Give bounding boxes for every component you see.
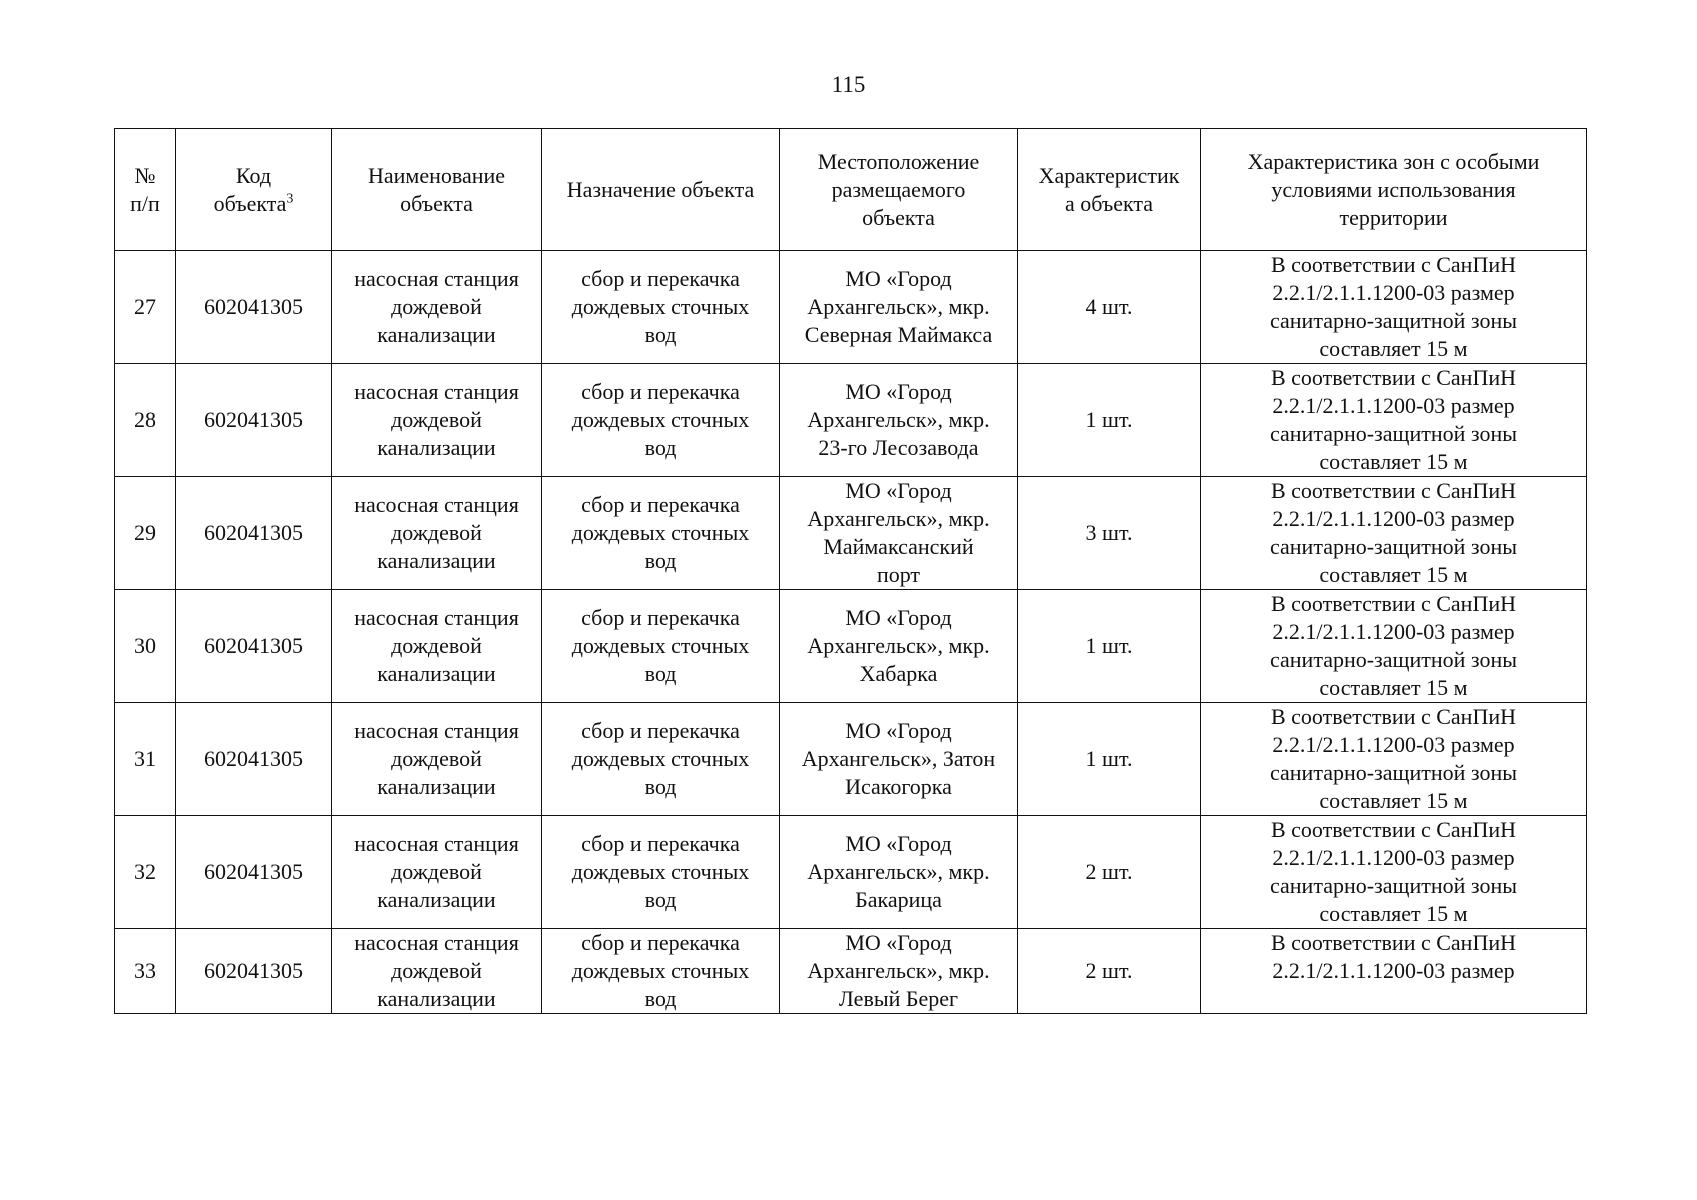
object-code: 602041305 <box>204 633 303 658</box>
object-location-line: Архангельск», мкр. <box>807 506 990 531</box>
cell-zone <box>1201 816 1587 929</box>
row-number: 33 <box>134 958 156 983</box>
object-location-line: МО «Город <box>845 266 952 291</box>
cell-purpose <box>542 703 780 816</box>
header-line: а объекта <box>1064 190 1154 216</box>
object-purpose-line: дождевых сточных <box>571 633 750 658</box>
object-name-line: канализации <box>377 661 496 686</box>
header-line-text: объекта <box>213 190 287 216</box>
object-characteristic: 2 шт. <box>1085 958 1133 983</box>
header-line <box>182 190 325 218</box>
zone-description-line: 2.2.1/2.1.1.1200-03 размер <box>1272 506 1515 531</box>
cell-number <box>115 590 176 703</box>
cell-code <box>176 364 332 477</box>
object-code: 602041305 <box>204 520 303 545</box>
zone-description-line: В соответствии с СанПиН <box>1270 704 1516 729</box>
cell-zone <box>1201 590 1587 703</box>
table-row <box>115 816 1587 929</box>
cell-characteristic <box>1018 929 1201 1014</box>
object-location-line: Левый Берег <box>838 986 959 1011</box>
cell-number <box>115 477 176 590</box>
cell-characteristic <box>1018 364 1201 477</box>
cell-name <box>332 477 542 590</box>
object-characteristic: 1 шт. <box>1085 746 1133 771</box>
header-line: Наименование <box>367 162 506 188</box>
row-number: 32 <box>134 859 156 884</box>
header-line: территории <box>1339 204 1448 230</box>
cell-name <box>332 251 542 364</box>
object-location-line: Исакогорка <box>845 774 952 799</box>
cell-name <box>332 929 542 1014</box>
object-purpose-line: сбор и перекачка <box>581 605 740 630</box>
table-header-row <box>115 129 1587 251</box>
zone-description-line: 2.2.1/2.1.1.1200-03 размер <box>1272 619 1515 644</box>
row-number: 29 <box>134 520 156 545</box>
zone-description-line: санитарно-защитной зоны <box>1269 647 1518 672</box>
object-name-line: канализации <box>377 548 496 573</box>
object-name-line: дождевой <box>391 859 482 884</box>
object-name-line: насосная станция <box>354 379 519 404</box>
header-line: объекта <box>862 204 935 230</box>
header-line: Назначение объекта <box>566 176 755 202</box>
cell-code <box>176 477 332 590</box>
object-name-line: дождевой <box>391 294 482 319</box>
cell-location <box>780 364 1018 477</box>
header-cell-number <box>115 129 176 251</box>
object-purpose-line: вод <box>644 661 677 686</box>
object-code: 602041305 <box>204 407 303 432</box>
cell-location <box>780 816 1018 929</box>
object-purpose-line: сбор и перекачка <box>581 379 740 404</box>
row-number: 27 <box>134 294 156 319</box>
cell-location <box>780 251 1018 364</box>
object-purpose-line: вод <box>644 986 677 1011</box>
footnote-marker: 3 <box>286 191 294 207</box>
object-location-line: Архангельск», мкр. <box>807 294 990 319</box>
row-number: 30 <box>134 633 156 658</box>
object-purpose-line: сбор и перекачка <box>581 266 740 291</box>
cell-code <box>176 929 332 1014</box>
header-line: размещаемого <box>831 176 966 202</box>
object-location-line: МО «Город <box>845 718 952 743</box>
cell-zone <box>1201 251 1587 364</box>
header-cell-purpose <box>542 129 780 251</box>
cell-number <box>115 364 176 477</box>
table-row <box>115 929 1587 1014</box>
cell-zone <box>1201 477 1587 590</box>
object-purpose-line: дождевых сточных <box>571 859 750 884</box>
zone-description-line: санитарно-защитной зоны <box>1269 760 1518 785</box>
header-line: Код <box>235 162 272 188</box>
object-name-line: канализации <box>377 322 496 347</box>
cell-name <box>332 364 542 477</box>
object-code: 602041305 <box>204 859 303 884</box>
object-location-line: 23-го Лесозавода <box>818 435 979 460</box>
object-location-line: Архангельск», мкр. <box>807 859 990 884</box>
object-location-line: Северная Маймакса <box>804 322 993 347</box>
object-purpose-line: дождевых сточных <box>571 294 750 319</box>
cell-name <box>332 816 542 929</box>
header-line: п/п <box>130 190 160 216</box>
object-location-line: МО «Город <box>845 605 952 630</box>
object-name-line: насосная станция <box>354 492 519 517</box>
cell-code <box>176 590 332 703</box>
header-cell-location <box>780 129 1018 251</box>
zone-description-line: В соответствии с СанПиН <box>1270 478 1516 503</box>
header-line: Характеристик <box>1038 162 1180 188</box>
cell-code <box>176 251 332 364</box>
table-row <box>115 364 1587 477</box>
zone-description-line: В соответствии с СанПиН <box>1270 930 1516 955</box>
row-number: 31 <box>134 746 156 771</box>
object-location-line: Хабарка <box>859 661 938 686</box>
object-location-line: Маймаксанский <box>823 534 974 559</box>
object-purpose-line: дождевых сточных <box>571 746 750 771</box>
table-row <box>115 251 1587 364</box>
object-purpose-line: вод <box>644 435 677 460</box>
cell-number <box>115 251 176 364</box>
zone-description-line: санитарно-защитной зоны <box>1269 421 1518 446</box>
table-body <box>115 251 1587 1014</box>
page-number: 115 <box>831 72 866 97</box>
cell-location <box>780 590 1018 703</box>
object-name-line: дождевой <box>391 520 482 545</box>
object-purpose-line: вод <box>644 322 677 347</box>
object-characteristic: 4 шт. <box>1085 294 1133 319</box>
object-location-line: МО «Город <box>845 379 952 404</box>
object-purpose-line: сбор и перекачка <box>581 492 740 517</box>
cell-zone <box>1201 364 1587 477</box>
object-location-line: Архангельск», мкр. <box>807 633 990 658</box>
cell-name <box>332 590 542 703</box>
cell-purpose <box>542 364 780 477</box>
object-name-line: канализации <box>377 986 496 1011</box>
object-purpose-line: вод <box>644 548 677 573</box>
zone-description-line: 2.2.1/2.1.1.1200-03 размер <box>1272 958 1515 983</box>
header-line: № <box>134 162 156 188</box>
cell-characteristic <box>1018 816 1201 929</box>
table-row <box>115 477 1587 590</box>
cell-purpose <box>542 251 780 364</box>
object-name-line: насосная станция <box>354 718 519 743</box>
header-line: объекта <box>400 190 473 216</box>
object-purpose-line: сбор и перекачка <box>581 718 740 743</box>
object-code: 602041305 <box>204 958 303 983</box>
object-name-line: дождевой <box>391 746 482 771</box>
object-name-line: насосная станция <box>354 266 519 291</box>
object-purpose-line: вод <box>644 887 677 912</box>
zone-description-line: составляет 15 м <box>1319 336 1468 361</box>
object-purpose-line: вод <box>644 774 677 799</box>
zone-description-line: В соответствии с СанПиН <box>1270 365 1516 390</box>
cell-location <box>780 703 1018 816</box>
object-purpose-line: сбор и перекачка <box>581 930 740 955</box>
object-location-line: МО «Город <box>845 831 952 856</box>
header-cell-characteristic <box>1018 129 1201 251</box>
object-location-line: Архангельск», мкр. <box>807 407 990 432</box>
header-line: Характеристика зон с особыми <box>1247 148 1540 174</box>
object-code: 602041305 <box>204 294 303 319</box>
header-cell-name <box>332 129 542 251</box>
cell-purpose <box>542 590 780 703</box>
zone-description-line: 2.2.1/2.1.1.1200-03 размер <box>1272 393 1515 418</box>
header-line: Местоположение <box>817 148 980 174</box>
object-characteristic: 1 шт. <box>1085 633 1133 658</box>
row-number: 28 <box>134 407 156 432</box>
cell-location <box>780 929 1018 1014</box>
zone-description-line: санитарно-защитной зоны <box>1269 534 1518 559</box>
object-name-line: насосная станция <box>354 831 519 856</box>
zone-description-line: составляет 15 м <box>1319 562 1468 587</box>
object-name-line: дождевой <box>391 958 482 983</box>
cell-characteristic <box>1018 703 1201 816</box>
cell-name <box>332 703 542 816</box>
zone-description-line: 2.2.1/2.1.1.1200-03 размер <box>1272 732 1515 757</box>
cell-number <box>115 816 176 929</box>
object-name-line: дождевой <box>391 633 482 658</box>
cell-characteristic <box>1018 477 1201 590</box>
object-name-line: насосная станция <box>354 605 519 630</box>
table-row <box>115 703 1587 816</box>
object-name-line: канализации <box>377 435 496 460</box>
zone-description-line: В соответствии с СанПиН <box>1270 252 1516 277</box>
object-location-line: МО «Город <box>845 930 952 955</box>
zone-description-line: В соответствии с СанПиН <box>1270 591 1516 616</box>
object-location-line: Архангельск», Затон <box>801 746 996 771</box>
zone-description-line: В соответствии с СанПиН <box>1270 817 1516 842</box>
object-name-line: канализации <box>377 774 496 799</box>
zone-description-line: санитарно-защитной зоны <box>1269 308 1518 333</box>
cell-zone <box>1201 929 1587 1014</box>
object-location-line: Архангельск», мкр. <box>807 958 990 983</box>
cell-number <box>115 703 176 816</box>
zone-description-line: составляет 15 м <box>1319 449 1468 474</box>
object-purpose-line: сбор и перекачка <box>581 831 740 856</box>
cell-zone <box>1201 703 1587 816</box>
object-name-line: канализации <box>377 887 496 912</box>
zone-description-line: составляет 15 м <box>1319 675 1468 700</box>
object-purpose-line: дождевых сточных <box>571 520 750 545</box>
zone-description-line: 2.2.1/2.1.1.1200-03 размер <box>1272 280 1515 305</box>
cell-purpose <box>542 816 780 929</box>
object-location-line: порт <box>876 562 921 587</box>
object-code: 602041305 <box>204 746 303 771</box>
cell-characteristic <box>1018 251 1201 364</box>
cell-location <box>780 477 1018 590</box>
objects-table <box>114 128 1587 1014</box>
cell-characteristic <box>1018 590 1201 703</box>
zone-description-line: составляет 15 м <box>1319 901 1468 926</box>
object-characteristic: 2 шт. <box>1085 859 1133 884</box>
table-row <box>115 590 1587 703</box>
cell-purpose <box>542 929 780 1014</box>
zone-description-line: 2.2.1/2.1.1.1200-03 размер <box>1272 845 1515 870</box>
cell-code <box>176 703 332 816</box>
object-purpose-line: дождевых сточных <box>571 407 750 432</box>
object-location-line: Бакарица <box>855 887 942 912</box>
cell-code <box>176 816 332 929</box>
cell-number <box>115 929 176 1014</box>
object-location-line: МО «Город <box>845 478 952 503</box>
object-name-line: дождевой <box>391 407 482 432</box>
header-cell-code <box>176 129 332 251</box>
cell-purpose <box>542 477 780 590</box>
object-characteristic: 1 шт. <box>1085 407 1133 432</box>
header-cell-zone <box>1201 129 1587 251</box>
header-line: условиями использования <box>1271 176 1516 202</box>
zone-description-line: санитарно-защитной зоны <box>1269 873 1518 898</box>
object-name-line: насосная станция <box>354 930 519 955</box>
zone-description-line: составляет 15 м <box>1319 788 1468 813</box>
object-purpose-line: дождевых сточных <box>571 958 750 983</box>
object-characteristic: 3 шт. <box>1085 520 1133 545</box>
